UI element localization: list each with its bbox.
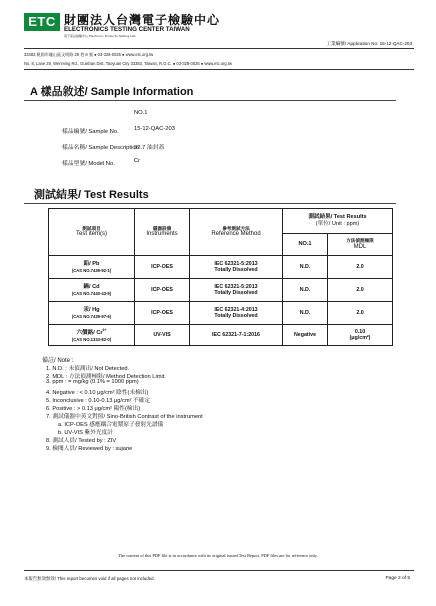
header-mdl-en: MDL — [353, 243, 367, 250]
header-test-results — [283, 209, 393, 234]
table-row — [49, 302, 393, 325]
note-line: 5. Inconclusive : 0.10-0.13 μg/cm² 不確定 — [46, 398, 151, 404]
reference-method-cell — [190, 302, 283, 325]
header-mdl-cn: 方法偵測極限 — [346, 238, 374, 244]
header-test-item-cn: 測試項目 — [82, 225, 101, 231]
test-item-cell — [49, 302, 135, 325]
result-cell: Negative — [283, 325, 328, 346]
sample-description-value: 32.7 油封蓋 — [134, 145, 165, 151]
test-item-cell — [49, 325, 135, 346]
sample-info-title: A 樣品敘述/ Sample Information — [30, 86, 194, 98]
test-item-name: 鉛/ Pb — [83, 261, 100, 268]
reference-standard: IEC 62321-5:2013 — [214, 283, 258, 290]
note-line: 7. 測試儀器中英文對照/ Sino-British Contrast of the instrument — [46, 414, 203, 420]
mdl-cell — [328, 325, 393, 346]
header-instruments — [135, 209, 190, 256]
reference-note: Totally Dissolved — [214, 313, 258, 319]
header-mdl — [328, 234, 393, 256]
test-results-underline — [24, 203, 396, 204]
note-line: 4. Negative : < 0.10 μg/cm² 陰性(未檢出) — [46, 390, 149, 396]
header-reference-method — [190, 209, 283, 256]
etc-logo: ETC — [24, 13, 60, 31]
note-line: 2. MDL : 方法偵測極限/ Method Detection Limit. — [46, 374, 166, 380]
test-item-name: 鎘/ Cd — [83, 284, 100, 291]
reference-standard: IEC 62321-4:2013 — [214, 306, 258, 313]
header-unit: (單位/ Unit : ppm) — [315, 221, 360, 227]
address-en: No. 8, Lane 29, Wenming Rd., Guishan Dist. Taoyuan City 33383, Taiwan, R.O.C. ● 03-328-0026 ● www.etc.org.tw — [24, 61, 232, 66]
sample-no-column: NO.1 — [134, 110, 148, 116]
note-line: 8. 測試人員/ Tested by : ZIV — [46, 438, 117, 444]
result-cell: N.D. — [283, 256, 328, 279]
address-cn: 33383 桃園市龜山區文明路 29 巷 8 號 ● 03-328-0026 ● www.etc.org.tw — [24, 52, 154, 57]
test-results-title: 測試結果/ Test Results — [34, 189, 149, 201]
header-test-item-en: Test item(s) — [75, 231, 107, 238]
sample-no-label: 樣品編號/ Sample No. — [62, 129, 119, 135]
mdl-cell: 2.0 — [328, 302, 393, 325]
table-row — [49, 325, 393, 346]
header-no1: NO.1 — [283, 234, 328, 256]
reference-note: Totally Dissolved — [214, 290, 258, 296]
note-line: a. ICP-OES 感應耦合電漿原子發射光譜儀 — [58, 422, 164, 428]
mdl-cell: 2.0 — [328, 256, 393, 279]
table-row — [49, 256, 393, 279]
instrument-cell: ICP-OES — [135, 302, 190, 325]
instrument-cell: ICP-OES — [135, 256, 190, 279]
instrument-cell: UV-VIS — [135, 325, 190, 346]
note-line: 6. Positive : > 0.13 μg/cm² 陽性(檢出) — [46, 406, 141, 412]
note-line: 1. N.D. : 未偵測出/ Not Detected. — [46, 366, 130, 372]
header-divider — [24, 48, 414, 49]
sample-no-value: 15-12-QAC-203 — [134, 126, 175, 132]
application-number: 工業編號/ Application No: 15-12-QAC-203 — [326, 41, 412, 46]
note-line: b. UV-VIS 紫外光度計 — [58, 430, 113, 436]
cas-number: (CAS NO.7439-92-1) — [71, 267, 112, 273]
header-test-item — [49, 209, 135, 256]
notes-title: 備註/ Note : — [42, 358, 74, 364]
header-reference-method-cn: 參考測試方法 — [222, 225, 250, 231]
note-line: 9. 檢閱人員/ Reviewed by : sujane — [46, 446, 133, 452]
test-item-cell — [49, 256, 135, 279]
sample-description-label: 樣品名稱/ Sample Description — [62, 145, 139, 151]
test-item-name: 汞/ Hg — [83, 307, 100, 314]
cas-number: (CAS NO.7440-43-9) — [71, 290, 112, 296]
org-subtitle: 電子產品檢驗中心 Electronic Products Testing Lab — [64, 34, 136, 38]
reference-standard: IEC 62321-5:2013 — [214, 260, 258, 267]
mdl-value: 0.10 — [354, 328, 366, 335]
header-instruments-en: Instruments — [146, 231, 178, 238]
reference-method-cell — [190, 279, 283, 302]
model-no-label: 樣品型號/ Model No. — [62, 161, 115, 167]
page-number: Page 2 of 5 — [385, 576, 410, 581]
sample-info-underline — [24, 100, 396, 101]
reference-note: Totally Dissolved — [214, 267, 258, 273]
table-row — [49, 279, 393, 302]
cr-name: 六價鉻/ Cr — [76, 330, 103, 337]
note-line: 3. ppm : = mg/kg (0.1% = 1000 ppm) — [46, 379, 139, 385]
pdf-disclaimer: The content of this PDF file is in accordance with its original issued Test Report. PDF files are for reference only. — [118, 553, 318, 558]
header-reference-method-en: Reference Method — [211, 231, 261, 238]
footer-divider — [24, 570, 414, 571]
mdl-unit: (μg/cm²) — [349, 335, 371, 341]
org-name-en: ELECTRONICS TESTING CENTER TAIWAN — [64, 26, 190, 33]
cas-number: (CAS NO.1333-82-0) — [71, 336, 112, 342]
model-no-value: Cr — [134, 158, 141, 164]
header-test-results-label: 測試結果/ Test Results — [308, 214, 367, 221]
reference-method-cell: IEC 62321-7-1:2016 — [190, 325, 283, 346]
cas-number: (CAS NO.7439-97-6) — [71, 313, 112, 319]
mdl-cell: 2.0 — [328, 279, 393, 302]
reference-method-cell — [190, 256, 283, 279]
test-item-name — [50, 328, 133, 337]
result-cell: N.D. — [283, 302, 328, 325]
void-notice: 本報告無效無效/ This report becomes void if all pages not included. — [24, 576, 155, 581]
test-item-cell — [49, 279, 135, 302]
results-table — [48, 208, 393, 346]
address-divider — [24, 69, 414, 70]
instrument-cell: ICP-OES — [135, 279, 190, 302]
header-instruments-cn: 儀器設備 — [152, 225, 172, 231]
org-name-cn: 財團法人台灣電子檢驗中心 — [64, 13, 221, 27]
cr-superscript: 6+ — [102, 328, 107, 333]
result-cell: N.D. — [283, 279, 328, 302]
